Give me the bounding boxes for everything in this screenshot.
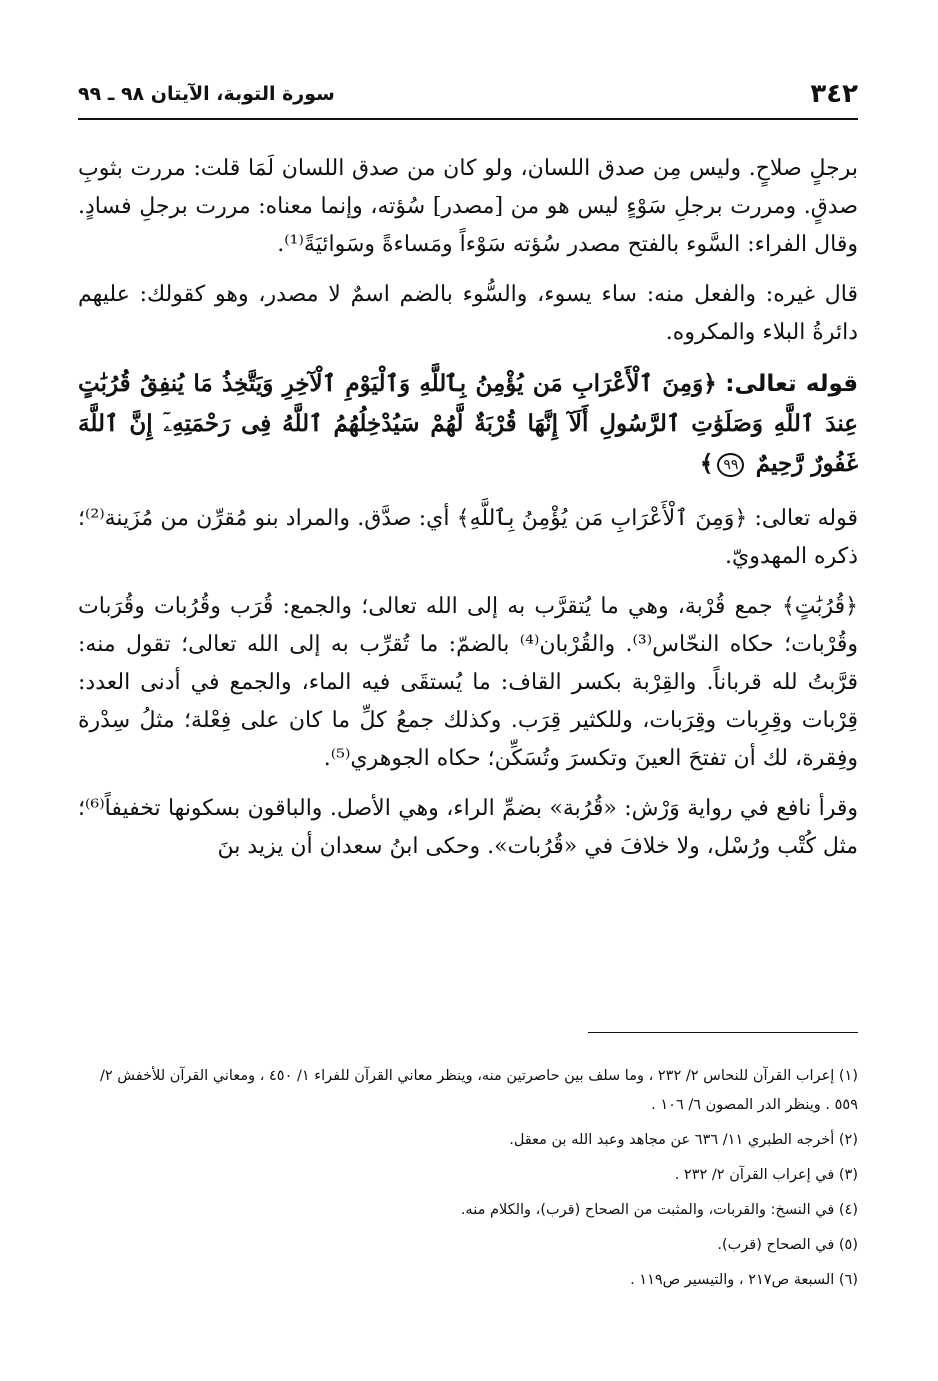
- ayah-number-marker: ٩٩: [717, 453, 744, 477]
- footnote: (٣) في إعراب القرآن ٢/ ٢٣٢ .: [674, 1167, 858, 1183]
- paragraph: برجلٍ صلاحٍ. وليس مِن صدق اللسان، ولو كان من صدق اللسان لَمَا قلت: مررت بثوبِ صدقٍ. ومررت برجلِ سَوْءٍ ليس هو من [مصدر] سُؤته، وإنما معناه: مررت برجلِ فسادٍ. وقال الفراء: السَّوء بالفتح مصدر سُؤته سَوْءاً ومَساءةً وسَوائيَةً⁽¹⁾.: [78, 156, 858, 257]
- page-header: [78, 78, 858, 110]
- footnote: (٥) في الصحاح (قرب).: [717, 1237, 858, 1253]
- verse-lead: قوله تعالى:: [725, 371, 858, 397]
- paragraph: قوله تعالى: ﴿وَمِنَ ٱلْأَعْرَابِ مَن يُؤْمِنُ بِٱللَّهِ﴾ أي: صدَّق. والمراد بنو مُقرِّن من مُزَينة⁽²⁾؛ ذكره المهدويّ.: [78, 506, 858, 569]
- main-text: [78, 150, 858, 878]
- verse-text: ﴿وَمِنَ ٱلْأَعْرَابِ مَن يُؤْمِنُ بِٱللَّهِ وَٱلْيَوْمِ ٱلْآخِرِ وَيَتَّخِذُ مَا يُنفِقُ قُرُبَٰتٍ عِندَ ٱللَّهِ وَصَلَوَٰتِ ٱلرَّسُولِ أَلَآ إِنَّهَا قُرْبَةٌ لَّهُمْ سَيُدْخِلُهُمُ ٱللَّهُ فِى رَحْمَتِهِۦٓ إِنَّ ٱللَّهَ غَفُورٌ رَّحِيمٌ: [78, 370, 858, 477]
- verse-close-bracket: ﴾: [699, 450, 714, 477]
- footnote: (٤) في النسخ: والقربات، والمثبت من الصحاح (قرب)، والكلام منه.: [460, 1202, 858, 1218]
- running-title: سورة التوبة، الآيتان ٩٨ ـ ٩٩: [78, 83, 335, 105]
- footnote-rule: [588, 1032, 858, 1033]
- footnote: (٦) السبعة ص٢١٧ ، والتيسير ص١١٩ .: [630, 1272, 858, 1288]
- footnote: (١) إعراب القرآن للنحاس ٢/ ٢٣٢ ، وما سلف بين حاصرتين منه، وينظر معاني القرآن للفراء ١/ ٤٥٠ ، ومعاني القرآن للأخفش ٢/ ٥٥٩ . وينظر الدر المصون ٦/ ١٠٦ .: [99, 1068, 858, 1113]
- quran-verse: [78, 364, 858, 484]
- paragraph: ﴿قُرُبَٰتٍ﴾ جمع قُرْبة، وهي ما يُتقرَّب به إلى الله تعالى؛ والجمع: قُرَب وقُرُبات وقُرَبات وقُرْبات؛ حكاه النحّاس⁽³⁾. والقُرْبان⁽⁴⁾ بالضمّ: ما تُقرِّب به إلى الله تعالى؛ تقول منه: قرَّبتُ لله قرباناً. والقِرْبة بكسر القاف: ما يُستقَى فيه الماء، والجمع في أدنى العدد: قِرْبات وقِرِبات وقِرَبات، وللكثير قِرَب. وكذلك جمعُ كلِّ ما كان على فِعْلة؛ مثلُ سِدْرة وفِقرة، لك أن تفتحَ العينَ وتكسرَ وتُسَكِّن؛ حكاه الجوهري⁽⁵⁾.: [78, 594, 858, 771]
- paragraph: وقرأ نافع في رواية وَرْش: «قُرُبة» بضمِّ الراء، وهي الأصل. والباقون بسكونها تخفيفاً⁽⁶⁾؛ مثل كُتْب ورُسْل، ولا خلافَ في «قُرُبات». وحكى ابنُ سعدان أن يزيد بنَ: [78, 796, 858, 859]
- page-number: ٣٤٢: [810, 79, 858, 109]
- paragraph: قال غيره: والفعل منه: ساء يسوء، والسُّوء بالضم اسمٌ لا مصدر، وهو كقولك: عليهم دائرةُ البلاء والمكروه.: [78, 282, 858, 345]
- header-rule: [78, 118, 858, 120]
- footnote: (٢) أخرجه الطبري ١١/ ٦٣٦ عن مجاهد وعبد الله بن معقل.: [509, 1132, 858, 1148]
- footnotes: [78, 1062, 858, 1301]
